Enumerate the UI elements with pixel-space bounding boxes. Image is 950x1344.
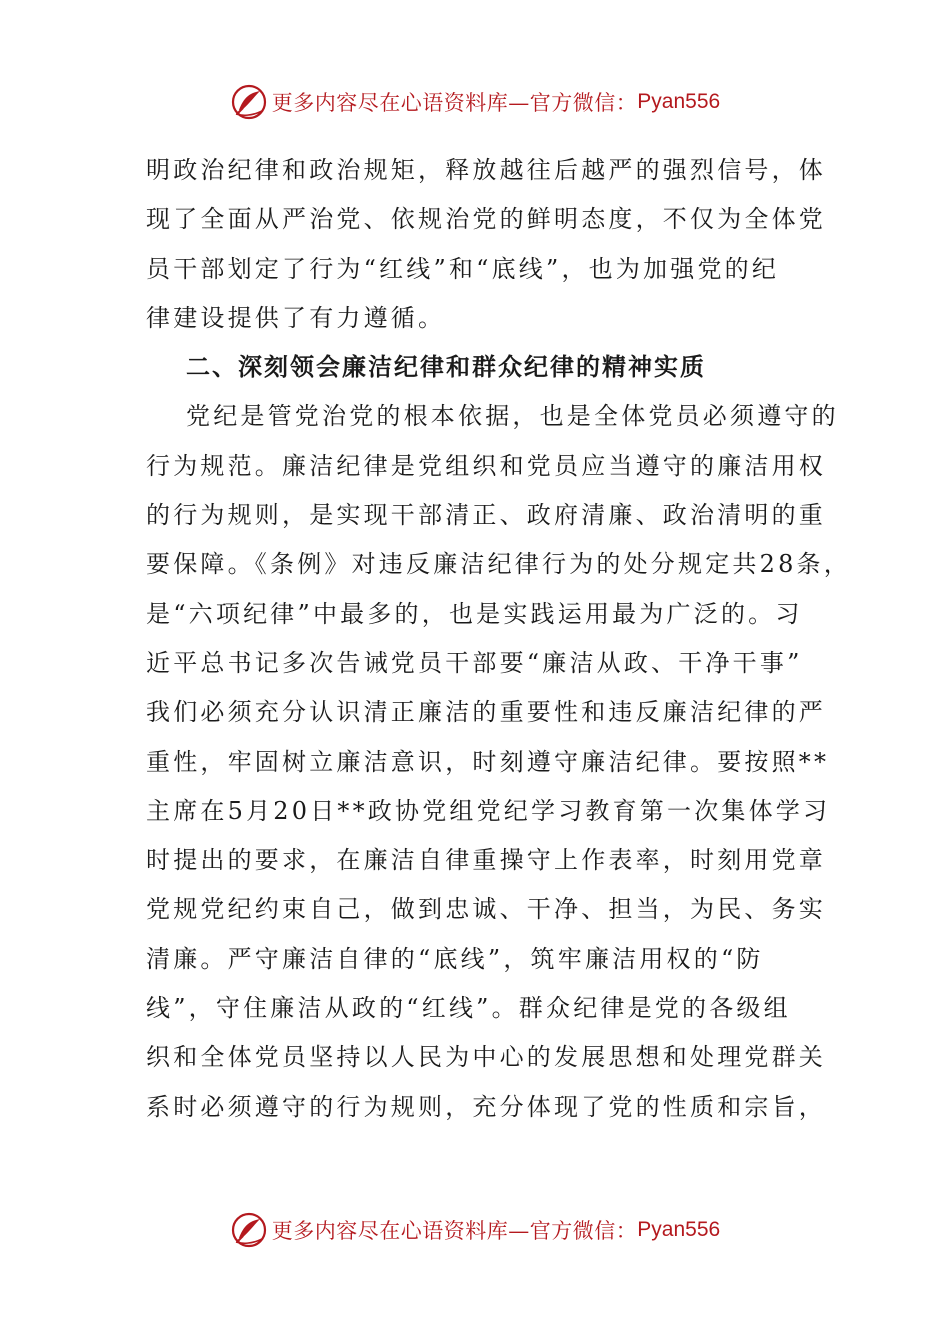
paragraph-line: 我们必须充分认识清正廉洁的重要性和违反廉洁纪律的严	[146, 698, 826, 727]
paragraph-line: 的行为规则，是实现干部清正、政府清廉、政治清明的重	[146, 501, 826, 530]
paragraph-line: 现了全面从严治党、依规治党的鲜明态度，不仅为全体党	[146, 205, 826, 234]
header-banner	[0, 82, 950, 122]
paragraph-line: 党纪是管党治党的根本依据，也是全体党员必须遵守的	[186, 402, 839, 431]
section-heading: 二、深刻领会廉洁纪律和群众纪律的精神实质	[186, 353, 706, 382]
paragraph-line: 明政治纪律和政治规矩，释放越往后越严的强烈信号，体	[146, 156, 826, 184]
wechat-id: Pyan556	[637, 1218, 721, 1241]
paragraph-line: 是“六项纪律”中最多的，也是实践运用最为广泛的。习	[146, 599, 803, 628]
paragraph-line: 行为规范。廉洁纪律是党组织和党员应当遵守的廉洁用权	[146, 451, 826, 480]
paragraph-line: 主席在5月20日**政协党组党纪学习教育第一次集体学习	[146, 796, 831, 825]
paragraph-line: 清廉。严守廉洁自律的“底线”，筑牢廉洁用权的“防	[146, 944, 764, 973]
pen-circle-logo-icon	[230, 83, 268, 121]
banner-text: 更多内容尽在心语资料库—官方微信：	[271, 1219, 638, 1243]
paragraph-line: 党规党纪约束自己，做到忠诚、干净、担当，为民、务实	[146, 895, 826, 924]
paragraph-line: 系时必须遵守的行为规则，充分体现了党的性质和宗旨，	[146, 1092, 826, 1121]
footer-banner	[0, 1210, 950, 1250]
paragraph-line: 织和全体党员坚持以人民为中心的发展思想和处理党群关	[146, 1043, 826, 1072]
paragraph-line: 时提出的要求，在廉洁自律重操守上作表率，时刻用党章	[146, 846, 826, 875]
paragraph-line: 要保障。《条例》对违反廉洁纪律行为的处分规定共28条，	[146, 550, 851, 579]
paragraph-line: 重性，牢固树立廉洁意识，时刻遵守廉洁纪律。要按照**	[146, 747, 830, 776]
paragraph-line: 近平总书记多次告诫党员干部要“廉洁从政、干净干事”	[146, 648, 803, 677]
document-body	[146, 146, 851, 1132]
paragraph-line: 律建设提供了有力遵循。	[146, 303, 446, 332]
pen-circle-logo-icon	[230, 1211, 268, 1249]
paragraph-line: 员干部划定了行为“红线”和“底线”，也为加强党的纪	[146, 254, 780, 283]
wechat-id: Pyan556	[637, 90, 721, 113]
paragraph-line: 线”，守住廉洁从政的“红线”。群众纪律是党的各级组	[146, 994, 791, 1023]
banner-text: 更多内容尽在心语资料库—官方微信：	[271, 91, 638, 115]
